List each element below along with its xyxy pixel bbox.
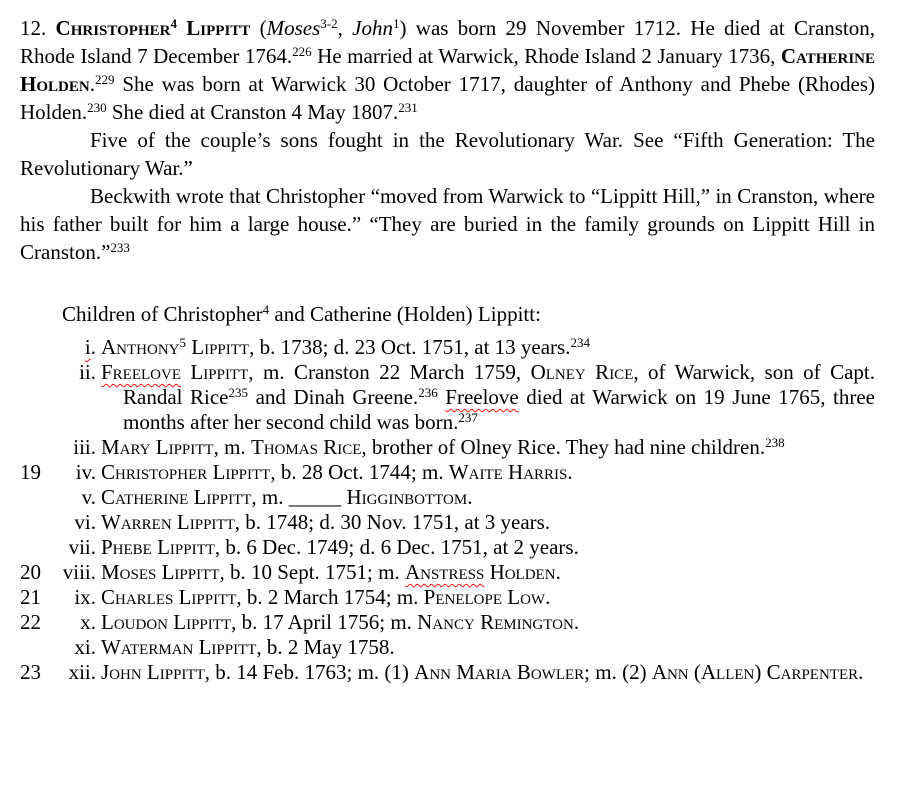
text-segment: x.: [80, 610, 96, 634]
child-entry: [20, 360, 875, 435]
text-segment: , m.: [213, 435, 251, 459]
text-segment: , m. _____: [251, 485, 347, 509]
child-entry: [20, 585, 875, 610]
roman-numeral: [48, 360, 96, 385]
generation-number: 23: [20, 660, 41, 684]
text-segment: .: [89, 72, 95, 96]
misspelled-text: Anstress: [404, 560, 485, 584]
entry-text: [101, 335, 875, 360]
text-segment: 4: [262, 301, 270, 317]
text-segment: , b. 2 May 1758.: [256, 635, 395, 659]
entry-text: [101, 635, 875, 660]
text-segment: , b. 1738; d. 23 Oct. 1751, at 13 years.: [249, 335, 571, 359]
text-segment: Warren Lippitt: [101, 510, 235, 534]
roman-numeral: [48, 335, 96, 360]
entry-text: [101, 435, 875, 460]
child-entry: [20, 460, 875, 485]
text-segment: (: [250, 16, 267, 40]
text-segment: died at Warwick on 19 June 1765, three months after her second child was born.: [123, 385, 876, 434]
roman-numeral: [48, 585, 96, 610]
text-segment: Catherine Holden: [20, 44, 875, 96]
text-segment: Lippitt: [181, 360, 249, 384]
paragraph: [20, 126, 875, 182]
text-segment: She was born at Warwick 30 October 1717, daughter of Anthony and Phebe (Rhodes) Holden.: [20, 72, 875, 124]
text-segment: 237: [458, 409, 478, 425]
text-segment: , m. Cranston 22 March 1759,: [248, 360, 531, 384]
text-segment: 12.: [20, 16, 56, 40]
text-segment: , b. 6 Dec. 1749; d. 6 Dec. 1751, at 2 years.: [214, 535, 579, 559]
paragraph: [20, 14, 875, 126]
text-segment: ix.: [74, 585, 96, 609]
entry-text: [101, 535, 875, 560]
text-segment: 229: [94, 71, 115, 87]
text-segment: Mary Lippitt: [101, 435, 214, 459]
text-segment: , b. 17 April 1756; m.: [231, 610, 418, 634]
text-segment: , b. 1748; d. 30 Nov. 1751, at 3 years.: [234, 510, 551, 534]
text-segment: .: [467, 485, 473, 509]
text-segment: Ann Maria Bowler: [414, 660, 585, 684]
roman-numeral: [48, 510, 96, 535]
text-segment: 1: [393, 15, 400, 31]
text-segment: .: [573, 610, 580, 634]
children-list: [20, 335, 875, 685]
text-segment: .: [90, 335, 96, 359]
roman-numeral: [48, 635, 96, 660]
text-segment: Lippitt: [186, 335, 250, 359]
child-entry: [20, 510, 875, 535]
text-segment: 236: [418, 384, 438, 400]
text-segment: , b. 10 Sept. 1751; m.: [219, 560, 405, 584]
misspelled-text: Freelove: [101, 360, 181, 384]
text-segment: ) was born 29 November 1712. He died at Cranston, Rhode Island 7 December 1764.: [20, 16, 876, 68]
entry-text: [101, 610, 875, 635]
child-entry: [20, 635, 875, 660]
child-entry: [20, 660, 875, 685]
text-segment: 234: [570, 334, 590, 350]
text-segment: Waite Harris: [448, 460, 568, 484]
text-segment: vii.: [68, 535, 96, 559]
text-segment: vi.: [74, 510, 96, 534]
text-segment: and Dinah Greene.: [248, 385, 419, 409]
text-segment: Christopher: [55, 16, 171, 40]
text-segment: , b. 2 March 1754; m.: [236, 585, 424, 609]
generation-number: 20: [20, 560, 41, 584]
text-segment: iii.: [73, 435, 96, 459]
child-entry: [20, 435, 875, 460]
generation-number: 22: [20, 610, 41, 634]
text-segment: , brother of Olney Rice. They had nine children.: [361, 435, 766, 459]
entry-text: [101, 510, 875, 535]
text-segment: ; m. (2): [584, 660, 652, 684]
roman-numeral: [48, 485, 96, 510]
text-segment: xi.: [74, 635, 96, 659]
text-segment: Loudon Lippitt: [101, 610, 232, 634]
text-segment: Phebe Lippitt: [101, 535, 215, 559]
entry-text: [101, 585, 875, 610]
text-segment: .: [555, 560, 561, 584]
text-segment: .: [545, 585, 551, 609]
text-segment: xii.: [68, 660, 96, 684]
body-paragraphs: [20, 14, 875, 266]
text-segment: Waterman Lippitt: [101, 635, 257, 659]
text-segment: , b. 14 Feb. 1763; m. (1): [204, 660, 415, 684]
text-segment: ii.: [79, 360, 96, 384]
generation-number: 19: [20, 460, 41, 484]
text-segment: iv.: [75, 460, 96, 484]
misspelled-text: Freelove: [445, 385, 519, 409]
entry-text: [101, 485, 875, 510]
roman-numeral: [48, 610, 96, 635]
child-entry: [20, 335, 875, 360]
text-segment: Moses Lippitt: [101, 560, 220, 584]
entry-text: [101, 360, 875, 435]
text-segment: 235: [228, 384, 249, 400]
paragraph: [20, 182, 875, 266]
text-segment: Higginbottom: [346, 485, 468, 509]
text-segment: Ann (Allen) Carpenter: [651, 660, 859, 684]
text-segment: John: [352, 16, 393, 40]
text-segment: .: [858, 660, 864, 684]
roman-numeral: [48, 560, 96, 585]
child-entry: [20, 610, 875, 635]
roman-numeral: [48, 460, 96, 485]
text-segment: Beckwith wrote that Christopher “moved from Warwick to “Lippitt Hill,” in Cranston, where his father built for him a large house.” “They are buried in the family grounds on Lippitt Hill in Cranston.”: [20, 184, 875, 264]
entry-text: [101, 560, 875, 585]
text-segment: , of Warwick, son of Capt. Randal Rice: [123, 360, 875, 409]
text-segment: She died at Cranston 4 May 1807.: [106, 100, 399, 124]
text-segment: Anthony: [101, 335, 180, 359]
text-segment: and Catherine (Holden) Lippitt:: [269, 302, 541, 326]
text-segment: 3-2: [320, 15, 338, 31]
text-segment: 5: [179, 334, 187, 350]
text-segment: .: [567, 460, 573, 484]
generation-number: 21: [20, 585, 41, 609]
text-segment: 238: [765, 434, 785, 450]
text-segment: Thomas Rice: [250, 435, 362, 459]
roman-numeral: [48, 660, 96, 685]
text-segment: 230: [87, 99, 107, 115]
child-entry: [20, 485, 875, 510]
child-entry: [20, 560, 875, 585]
text-segment: He married at Warwick, Rhode Island 2 January 1736,: [311, 44, 781, 68]
text-segment: 226: [292, 43, 312, 59]
text-segment: Moses: [266, 16, 321, 40]
roman-numeral: [48, 435, 96, 460]
text-segment: Christopher Lippitt: [101, 460, 271, 484]
entry-text: [101, 460, 875, 485]
text-segment: Catherine Lippitt: [101, 485, 252, 509]
child-entry: [20, 535, 875, 560]
text-segment: v.: [81, 485, 96, 509]
text-segment: Charles Lippitt: [101, 585, 237, 609]
misspelled-text: i: [84, 335, 91, 359]
entry-text: [101, 660, 875, 685]
text-segment: Olney Rice: [530, 360, 634, 384]
text-segment: viii.: [62, 560, 96, 584]
text-segment: 233: [110, 239, 130, 255]
roman-numeral: [48, 535, 96, 560]
text-segment: Children of Christopher: [62, 302, 263, 326]
text-segment: , b. 28 Oct. 1744; m.: [270, 460, 449, 484]
text-segment: John Lippitt: [101, 660, 205, 684]
children-heading: [62, 300, 875, 328]
text-segment: 231: [398, 99, 418, 115]
text-segment: Holden: [484, 560, 556, 584]
text-segment: Penelope Low: [423, 585, 546, 609]
text-segment: Nancy Remington: [417, 610, 574, 634]
text-segment: 4: [170, 15, 177, 31]
text-segment: ,: [337, 16, 353, 40]
text-segment: Five of the couple’s sons fought in the Revolutionary War. See “Fifth Generation: The Revolutionary War.”: [20, 128, 875, 180]
text-segment: Lippitt: [176, 16, 251, 40]
